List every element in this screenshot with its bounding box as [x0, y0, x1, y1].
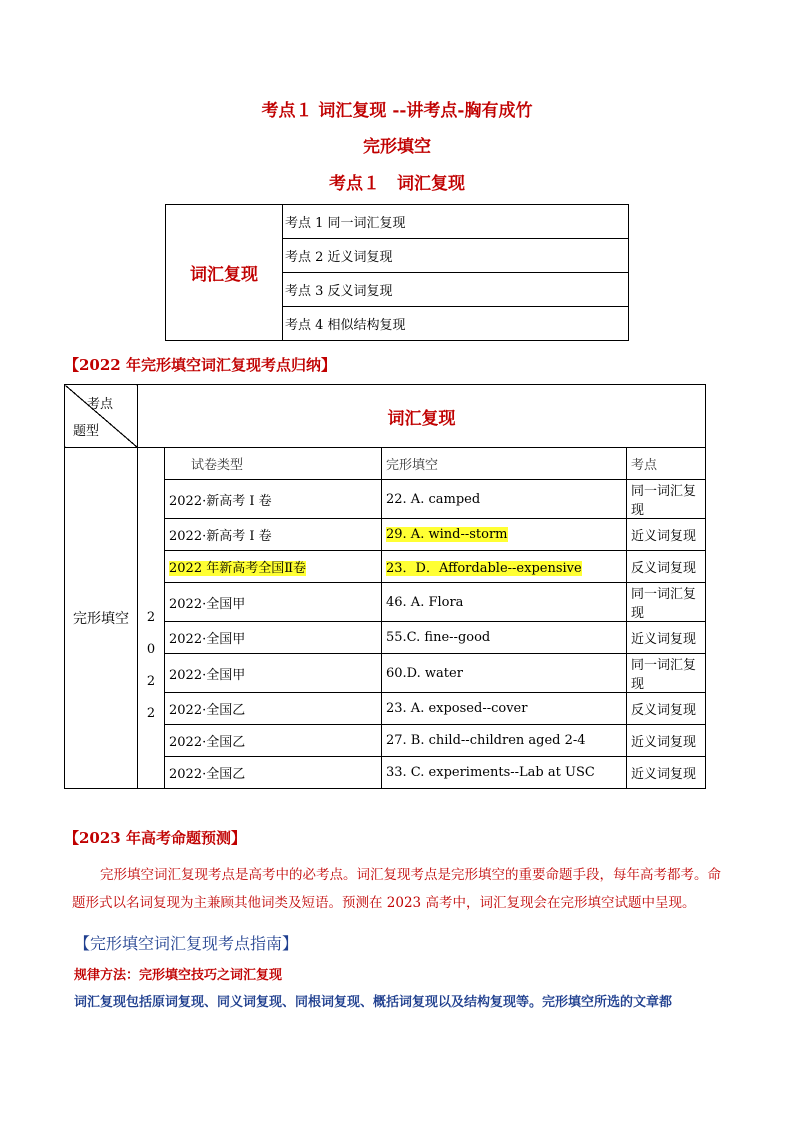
- point-type: 近义词复现: [627, 757, 706, 789]
- column-header: 考点: [627, 448, 706, 480]
- year-char: 2: [146, 674, 156, 689]
- outline-item: 考点 1 同一词汇复现: [283, 205, 629, 239]
- year-char: 0: [146, 642, 156, 657]
- cloze-item: 46. A. Flora: [382, 583, 627, 622]
- paper-type: 2022·全国甲: [165, 654, 382, 693]
- table-head: 词汇复现: [138, 385, 706, 448]
- column-header: 试卷类型: [165, 448, 382, 480]
- year-char: 2: [146, 610, 156, 625]
- year-cell: [138, 448, 165, 789]
- point-type: 近义词复现: [627, 622, 706, 654]
- paper-type: 2022·全国乙: [165, 757, 382, 789]
- row-label: 完形填空: [65, 448, 138, 789]
- cloze-item: 27. B. child--children aged 2-4: [382, 725, 627, 757]
- point-type: 同一词汇复现: [627, 583, 706, 622]
- paper-type: 2022·新高考 I 卷: [165, 480, 382, 519]
- paper-type: 2022 年新高考全国Ⅱ卷: [169, 561, 307, 576]
- cloze-item: 60.D. water: [382, 654, 627, 693]
- point-type: 反义词复现: [627, 551, 706, 583]
- year-char: 2: [146, 706, 156, 721]
- paper-type: 2022·全国乙: [165, 693, 382, 725]
- outline-label: 词汇复现: [166, 205, 283, 341]
- outline-item: 考点 2 近义词复现: [283, 239, 629, 273]
- cloze-item: 29. A. wind--storm: [386, 527, 508, 542]
- section-2023-heading: 【2023 年高考命题预测】: [64, 829, 246, 847]
- paper-type: 2022·全国乙: [165, 725, 382, 757]
- rule-heading: 规律方法：完形填空技巧之词汇复现: [74, 968, 283, 983]
- paper-type: 2022·全国甲: [165, 622, 382, 654]
- outline-item: 考点 4 相似结构复现: [283, 307, 629, 341]
- prediction-paragraph: 完形填空词汇复现考点是高考中的必考点。词汇复现考点是完形填空的重要命题手段，每年高考都考。命题形式以名词复现为主兼顾其他词类及短语。预测在 2023 高考中，词汇复现会在完形填空试题中呈现。: [72, 867, 721, 911]
- paper-type: 2022·全国甲: [165, 583, 382, 622]
- cloze-item: 23．D．Affordable--expensive: [386, 561, 582, 576]
- cloze-item: 22. A. camped: [382, 480, 627, 519]
- point-type: 反义词复现: [627, 693, 706, 725]
- outline-item: 考点 3 反义词复现: [283, 273, 629, 307]
- subsection-title: 考点１ 词汇复现: [329, 174, 465, 194]
- section-2022-heading: 【2022 年完形填空词汇复现考点归纳】: [64, 356, 336, 374]
- point-type: 近义词复现: [627, 519, 706, 551]
- column-header: 完形填空: [382, 448, 627, 480]
- cloze-item: 55.C. fine--good: [382, 622, 627, 654]
- cloze-item: 23. A. exposed--cover: [382, 693, 627, 725]
- guide-text: 词汇复现包括原词复现、同义词复现、同根词复现、概括词复现以及结构复现等。完形填空所选的文章都: [74, 995, 673, 1010]
- corner-top-label: 考点: [87, 397, 114, 412]
- corner-bottom-label: 题型: [73, 424, 100, 439]
- point-type: 同一词汇复现: [627, 654, 706, 693]
- summary-table: [64, 384, 706, 789]
- paper-type: 2022·新高考 I 卷: [165, 519, 382, 551]
- point-type: 近义词复现: [627, 725, 706, 757]
- guide-heading: 【完形填空词汇复现考点指南】: [74, 934, 299, 953]
- corner-cell: [65, 385, 138, 448]
- section-title: 完形填空: [363, 137, 431, 157]
- cloze-item: 33. C. experiments--Lab at USC: [382, 757, 627, 789]
- outline-table: [165, 204, 629, 341]
- point-type: 同一词汇复现: [627, 480, 706, 519]
- page-title: 考点１ 词汇复现 --讲考点-胸有成竹: [261, 101, 533, 121]
